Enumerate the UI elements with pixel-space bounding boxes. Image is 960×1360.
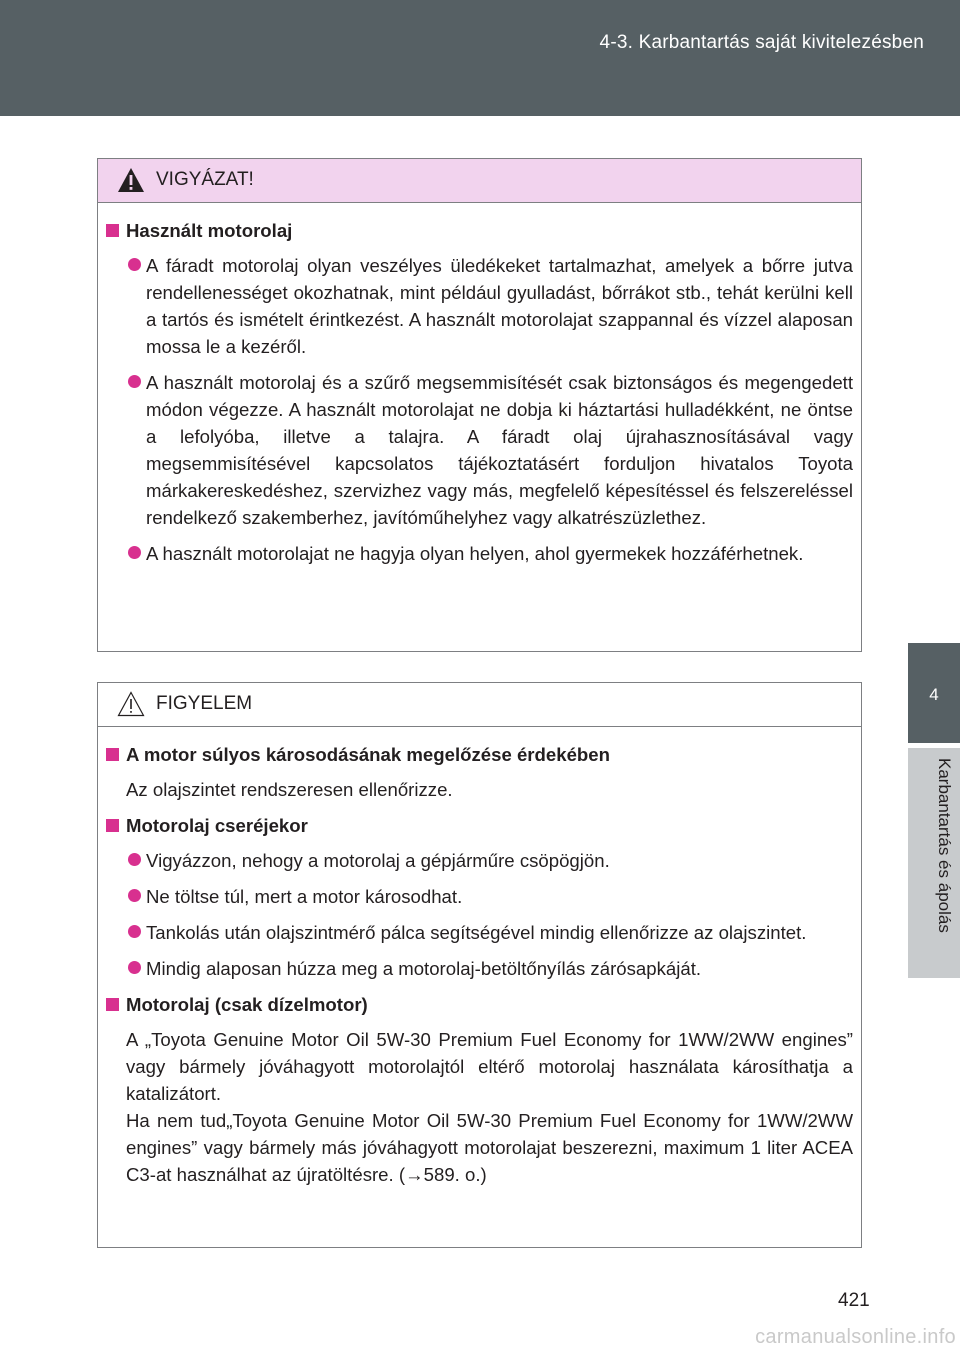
notice-bullet-text: Vigyázzon, nehogy a motorolaj a gépjárműre csöpögjön. <box>146 850 610 871</box>
chapter-tab <box>908 643 960 743</box>
caution-heading-text: Használt motorolaj <box>126 220 293 241</box>
round-bullet-icon <box>128 961 141 974</box>
notice-heading-text: Motorolaj cseréjekor <box>126 815 308 836</box>
square-bullet-icon <box>106 819 119 832</box>
caution-box <box>97 158 862 652</box>
notice-bullet <box>106 919 853 946</box>
caution-bullet-text: A használt motorolajat ne hagyja olyan helyen, ahol gyermekek hozzáférhetnek. <box>146 543 804 564</box>
caution-title: VIGYÁZAT! <box>156 169 254 190</box>
notice-title: FIGYELEM <box>156 693 253 714</box>
square-bullet-icon <box>106 748 119 761</box>
warning-triangle-icon <box>117 167 145 193</box>
caution-header <box>98 159 861 203</box>
caution-bullet-text: A fáradt motorolaj olyan veszélyes üledékeket tartalmazhat, amelyek a bőrre jutva rendellenességet okozhatnak, mint például gyulladást, bőrrákot stb., tehát kerülni kell a tartós és ismételt érintkezést. A használt motorolajat szappannal és vízzel alaposan mossa le a kezéről. <box>146 255 853 357</box>
square-bullet-icon <box>106 224 119 237</box>
notice-paragraph: Ha nem tud„Toyota Genuine Motor Oil 5W-30 Premium Fuel Economy for 1WW/2WW engines” vagy bármely más jóváhagyott motorolajat beszerezni, maximum 1 liter ACEA C3-at használhat az újratöltésre. (→589. o.) <box>126 1110 853 1185</box>
caution-bullet <box>106 540 853 567</box>
round-bullet-icon <box>128 546 141 559</box>
watermark: carmanualsonline.info <box>755 1326 956 1348</box>
notice-text: Az olajszintet rendszeresen ellenőrizze. <box>126 779 453 800</box>
notice-paragraphs <box>106 1026 853 1188</box>
notice-heading <box>106 991 853 1018</box>
section-title: 4-3. Karbantartás saját kivitelezésben <box>599 32 924 53</box>
warning-outline-icon <box>117 691 145 717</box>
caution-body <box>98 203 861 567</box>
caution-bullet-text: A használt motorolaj és a szűrő megsemmisítését csak biztonságos és megengedett módon végezze. A használt motorolajat ne dobja ki háztartási hulladékként, ne öntse a lefolyóba, illetve a talajra. A fáradt olaj újrahasznosításával vagy megsemmisítésével kapcsolatos tájékoztatásért forduljon hivatalos Toyota márkakereskedéshez, szervizhez vagy más, megfelelő képesítéssel és felszereléssel rendelkező szakemberhez, javítóműhelyhez vagy alkatrészüzlethez. <box>146 372 853 528</box>
caution-heading <box>106 217 853 244</box>
notice-heading-text: Motorolaj (csak dízelmotor) <box>126 994 368 1015</box>
notice-heading <box>106 741 853 768</box>
chapter-label: Karbantartás és ápolás <box>935 758 954 933</box>
notice-heading-text: A motor súlyos károsodásának megelőzése érdekében <box>126 744 610 765</box>
round-bullet-icon <box>128 258 141 271</box>
notice-bullet-text: Mindig alaposan húzza meg a motorolaj-betöltőnyílás zárósapkáját. <box>146 958 702 979</box>
caution-bullet <box>106 252 853 360</box>
square-bullet-icon <box>106 998 119 1011</box>
notice-box <box>97 682 862 1248</box>
round-bullet-icon <box>128 853 141 866</box>
round-bullet-icon <box>128 375 141 388</box>
notice-bullet-text: Ne töltse túl, mert a motor károsodhat. <box>146 886 463 907</box>
round-bullet-icon <box>128 889 141 902</box>
chapter-label-strip <box>908 748 960 978</box>
notice-body <box>98 727 861 1188</box>
notice-bullet <box>106 883 853 910</box>
chapter-number: 4 <box>929 685 939 704</box>
notice-header <box>98 683 861 727</box>
header-bar <box>0 0 960 116</box>
page-number: 421 <box>838 1290 870 1311</box>
notice-paragraph: A „Toyota Genuine Motor Oil 5W-30 Premium Fuel Economy for 1WW/2WW engines” vagy bármely jóváhagyott motorolajtól eltérő motorolaj használata károsíthatja a katalizátort. <box>126 1029 853 1104</box>
caution-bullet <box>106 369 853 531</box>
round-bullet-icon <box>128 925 141 938</box>
notice-heading <box>106 812 853 839</box>
notice-bullet <box>106 955 853 982</box>
notice-bullet <box>106 847 853 874</box>
notice-bullet-text: Tankolás után olajszintmérő pálca segítségével mindig ellenőrizze az olajszintet. <box>146 922 807 943</box>
